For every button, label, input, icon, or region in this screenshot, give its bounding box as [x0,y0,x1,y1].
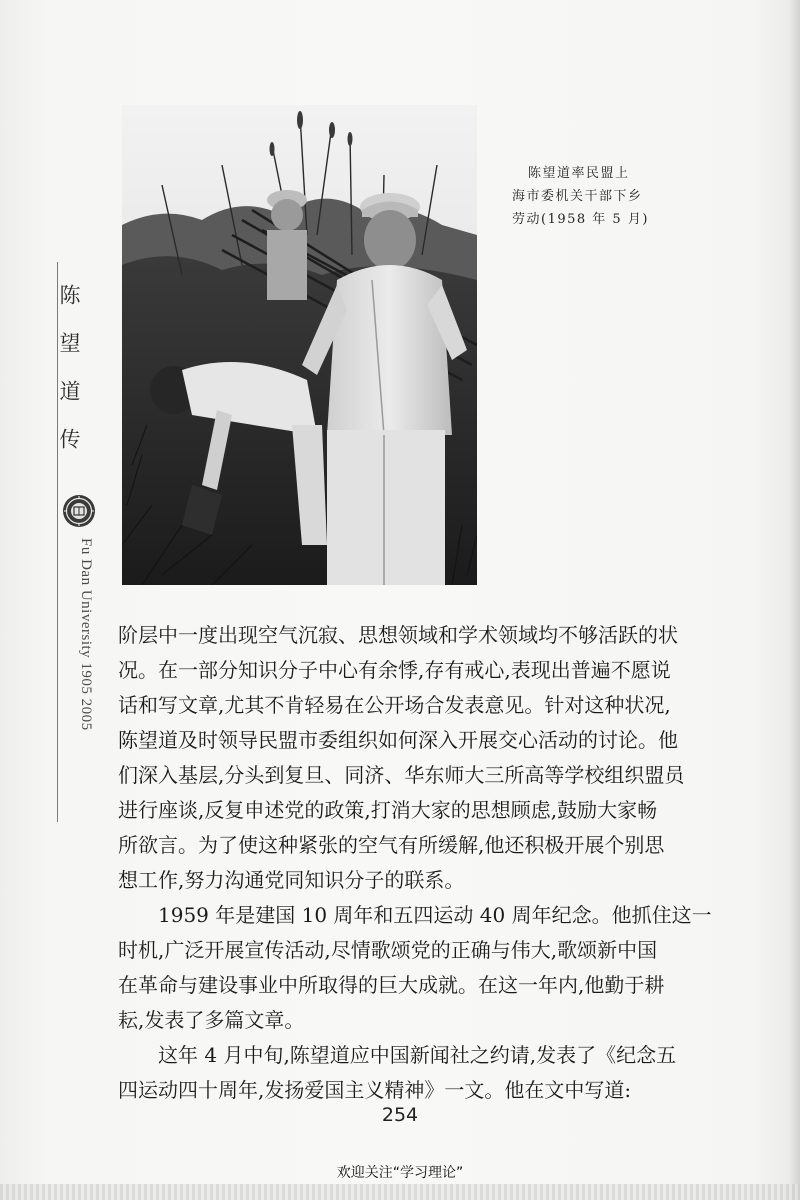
text-line: 进行座谈,反复申述党的政策,打消大家的思想顾虑,鼓励大家畅 [118,798,658,822]
book-title: 陈望道传 [57,284,81,476]
text-line: 在革命与建设事业中所取得的巨大成就。在这一年内,他勤于耕 [118,973,665,997]
university-seal-icon [62,494,96,528]
scan-bottom-edge [0,1184,800,1200]
text-line: 况。在一部分知识分子中心有余悸,存有戒心,表现出普遍不愿说 [118,658,671,682]
historical-photo [122,105,477,585]
text-line: 1959 年是建国 10 周年和五四运动 40 周年纪念。他抓住这一 [158,903,712,927]
caption-line: 海市委机关干部下乡 [512,189,643,204]
text-line: 这年 4 月中旬,陈望道应中国新闻社之约请,发表了《纪念五 [158,1043,677,1067]
text-line: 时机,广泛开展宣传活动,尽情歌颂党的正确与伟大,歌颂新中国 [118,938,658,962]
paragraph [118,618,723,898]
text-line: 阶层中一度出现空气沉寂、思想领域和学术领域均不够活跃的状 [118,623,678,647]
page-number: 254 [381,1104,419,1126]
footer-note: 欢迎关注“学习理论” [336,1165,464,1181]
text-line: 想工作,努力沟通党同知识分子的联系。 [118,868,465,892]
caption-line: 陈望道率民盟上 [528,166,630,181]
page-binding-shadow [788,0,800,1200]
photo-caption [512,162,677,231]
body-text [118,618,723,1108]
text-line: 话和写文章,尤其不肯轻易在公开场合发表意见。针对这种状况, [118,693,671,717]
text-line: 所欲言。为了使这种紧张的空气有所缓解,他还积极开展个别思 [118,833,665,857]
text-line: 四运动四十周年,发扬爱国主义精神》一文。他在文中写道: [118,1078,632,1102]
university-label: Fu Dan University 1905 2005 [78,538,94,731]
paragraph [118,898,723,1038]
text-line: 陈望道及时领导民盟市委组织如何深入开展交心活动的讨论。他 [118,728,678,752]
paragraph [118,1038,723,1108]
sidebar [52,262,98,822]
caption-line: 劳动(1958 年 5 月) [512,212,649,227]
text-line: 们深入基层,分头到复旦、同济、华东师大三所高等学校组织盟员 [118,763,685,787]
text-line: 耘,发表了多篇文章。 [118,1008,305,1032]
